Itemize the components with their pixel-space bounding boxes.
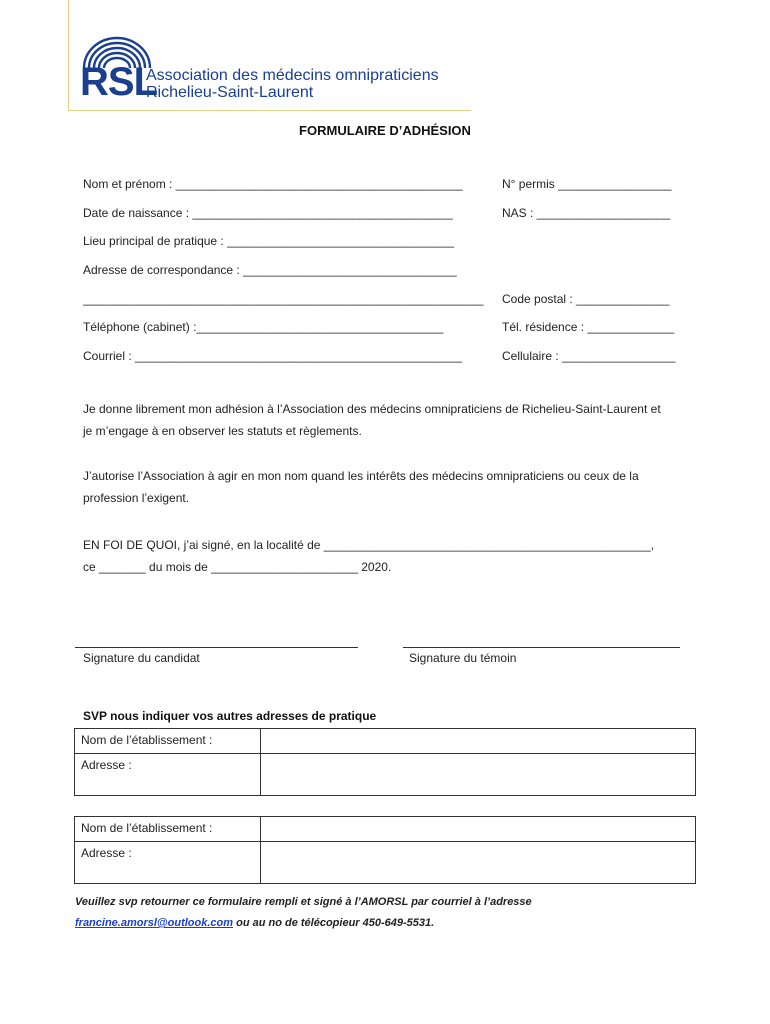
authorization-line2: profession l’exigent. [83,491,190,505]
org-name-line1: Association des médecins omnipraticiens [146,67,439,84]
authorization-line1: J’autorise l’Association à agir en mon nom quand les intérêts des médecins omnipraticiens ou ceux de la [83,469,639,483]
office-phone-field[interactable]: Téléphone (cabinet) :_____________________________________ [83,320,444,334]
org-name-line2: Richelieu-Saint-Laurent [146,84,314,101]
establishment-name-label: Nom de l’établissement : [75,817,261,842]
establishment-name-label: Nom de l’établissement : [75,729,261,754]
birthdate-field[interactable]: Date de naissance : _______________________________________ [83,206,453,220]
contact-email-link[interactable]: francine.amorsl@outlook.com [75,917,234,929]
establishment-address-input[interactable] [261,842,696,884]
email-field[interactable]: Courriel : _________________________________________________ [83,349,463,363]
return-instructions: Veuillez svp retourner ce formulaire rempli et signé à l’AMORSL par courriel à l’adresse [75,896,532,908]
establishment-address-label: Adresse : [75,754,261,796]
form-title: FORMULAIRE D’ADHÉSION [299,123,471,138]
witness-signature-label: Signature du témoin [409,651,517,665]
nas-field[interactable]: NAS : ____________________ [502,206,671,220]
authorization-paragraph [83,465,703,509]
witness-signature-line[interactable] [403,647,680,648]
practice-location-field[interactable]: Lieu principal de pratique : __________________________________ [83,234,455,248]
name-field[interactable]: Nom et prénom : ___________________________________________ [83,177,463,191]
candidate-signature-label: Signature du candidat [83,651,200,665]
mailing-address-line2[interactable]: ____________________________________________________________ [83,292,484,306]
other-addresses-title: SVP nous indiquer vos autres adresses de pratique [83,709,377,723]
permit-field[interactable]: N° permis _________________ [502,177,672,191]
mailing-address-field[interactable]: Adresse de correspondance : ________________________________ [83,263,457,277]
logo-letters: RSL [80,60,157,104]
locality-line[interactable]: EN FOI DE QUOI, j’ai signé, en la localité de _________________________________________________, [83,538,655,552]
home-phone-field[interactable]: Tél. résidence : _____________ [502,320,675,334]
witness-paragraph [83,534,703,578]
membership-line2: je m’engage à en observer les statuts et règlements. [83,424,362,438]
return-contact-line [75,917,434,929]
date-line[interactable]: ce _______ du mois de ______________________ 2020. [83,560,392,574]
cell-phone-field[interactable]: Cellulaire : _________________ [502,349,676,363]
establishment-table-1 [74,728,696,796]
candidate-signature-line[interactable] [75,647,358,648]
establishment-address-label: Adresse : [75,842,261,884]
postal-code-field[interactable]: Code postal : ______________ [502,292,670,306]
establishment-address-input[interactable] [261,754,696,796]
establishment-table-2 [74,816,696,884]
establishment-name-input[interactable] [261,729,696,754]
establishment-name-input[interactable] [261,817,696,842]
fax-text: ou au no de télécopieur 450-649-5531. [233,917,435,929]
membership-paragraph [83,398,703,442]
membership-line1: Je donne librement mon adhésion à l’Association des médecins omnipraticiens de Richelieu-Saint-Laurent et [83,402,661,416]
